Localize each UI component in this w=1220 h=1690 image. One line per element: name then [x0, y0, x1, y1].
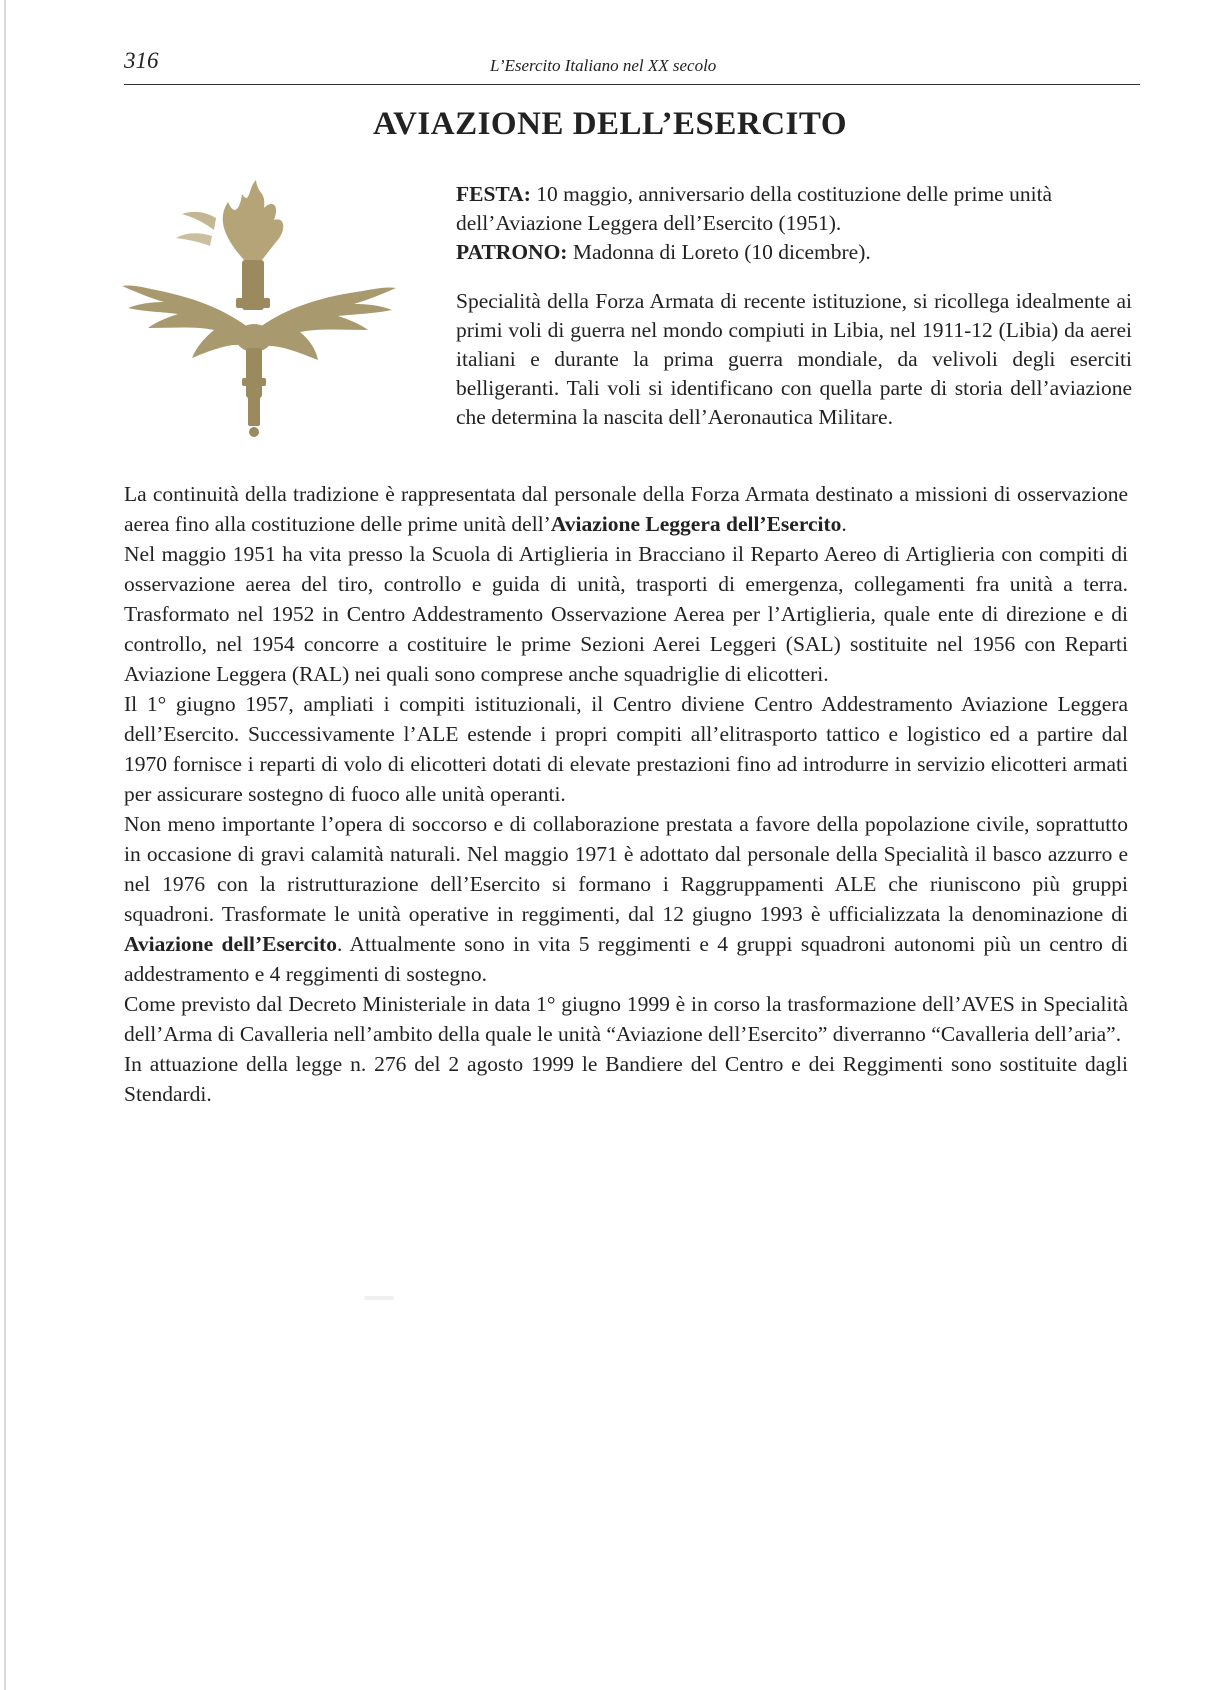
paragraph-1957: Il 1° giugno 1957, ampliati i compiti istituzionali, il Centro diviene Centro Addestramento Aviazione Leggera dell’Esercito. Successivamente l’ALE estende i propri compiti all’elitrasporto tattico e logistico ed a partire dal 1970 fornisce i reparti di volo di elicotteri dotati di elevate prestazioni fino ad introdurre in servizio elicotteri armati per assicurare sostegno di fuoco alle unità operanti.: [124, 692, 1128, 806]
patrono-label: PATRONO:: [456, 240, 568, 264]
paragraph-continuita-text: La continuità della tradizione è rappresentata dal personale della Forza Armata destinato a missioni di osservazione aerea fino alla costituzione delle prime unità dell’: [124, 482, 1128, 536]
paragraph-soccorso-end: . Attualmente sono in vita 5 reggimenti e 4 gruppi squadroni autonomi più un centro di addestramento e 4 reggimenti di sostegno.: [124, 932, 1129, 986]
flame-icon: [176, 180, 283, 262]
paragraph-soccorso: [124, 809, 1128, 989]
patrono-text: Madonna di Loreto (10 dicembre).: [572, 240, 871, 264]
festa-label: FESTA:: [456, 182, 531, 206]
patrono-line: [456, 238, 1132, 267]
scan-smudge: [364, 1296, 394, 1300]
side-info-block: [456, 180, 1132, 432]
festa-text: 10 maggio, anniversario della costituzione delle prime unità dell’Aviazione Leggera dell’Esercito (1951).: [456, 182, 1053, 235]
paragraph-1951: Nel maggio 1951 ha vita presso la Scuola di Artiglieria in Bracciano il Reparto Aereo di Artiglieria con compiti di osservazione aerea del tiro, controllo e guida di unità, trasporti di emergenza, collegamenti fra unità a terra. Trasformato nel 1952 in Centro Addestramento Osservazione Aerea per l’Artiglieria, quale ente di direzione e di controllo, nel 1954 concorre a costituire le prime Sezioni Aerei Leggeri (SAL) sostituite nel 1956 con Reparti Aviazione Leggera (RAL) nei quali sono comprese anche squadriglie di elicotteri.: [124, 542, 1128, 686]
bold-aviazione-leggera: Aviazione Leggera dell’Esercito: [550, 512, 842, 536]
main-body-text: [124, 479, 1128, 1109]
army-aviation-emblem-icon: [116, 180, 432, 450]
festa-line: [456, 180, 1132, 238]
section-title: AVIAZIONE DELL’ESERCITO: [373, 106, 847, 142]
paragraph-legge: In attuazione della legge n. 276 del 2 agosto 1999 le Bandiere del Centro e dei Reggimenti sono sostituite dagli Stendardi.: [124, 1052, 1128, 1106]
paragraph-continuita-end: .: [841, 512, 847, 536]
page-number: 316: [124, 48, 159, 73]
intro-paragraph: Specialità della Forza Armata di recente istituzione, si ricollega idealmente ai primi voli di guerra nel mondo compiuti in Libia, nel 1911-12 (Libia) da aerei italiani e durante la prima guerra mondiale, da velivoli degli eserciti belligeranti. Tali voli si identificano con quella parte di storia dell’aviazione che determina la nascita dell’Aeronautica Militare.: [456, 289, 1132, 429]
paragraph-continuita: [124, 479, 1128, 539]
running-title: L’Esercito Italiano nel XX secolo: [490, 56, 717, 75]
paragraph-soccorso-text: Non meno importante l’opera di soccorso e di collaborazione prestata a favore della popolazione civile, soprattutto in occasione di gravi calamità naturali. Nel maggio 1971 è adottato dal personale della Specialità il basco azzurro e nel 1976 con la ristrutturazione dell’Esercito si formano i Raggruppamenti ALE che riuniscono più gruppi squadroni. Trasformate le unità operative in reggimenti, dal 12 giugno 1993 è ufficializzata la denominazione di: [124, 812, 1128, 926]
page-header: [124, 44, 1140, 85]
paragraph-decreto: Come previsto dal Decreto Ministeriale in data 1° giugno 1999 è in corso la trasformazione dell’AVES in Specialità dell’Arma di Cavalleria nell’ambito della quale le unità “Aviazione dell’Esercito” diverranno “Cavalleria dell’aria”.: [124, 992, 1128, 1046]
page-edge-shadow: [4, 0, 6, 1690]
bold-aviazione-esercito: Aviazione dell’Esercito: [124, 932, 337, 956]
